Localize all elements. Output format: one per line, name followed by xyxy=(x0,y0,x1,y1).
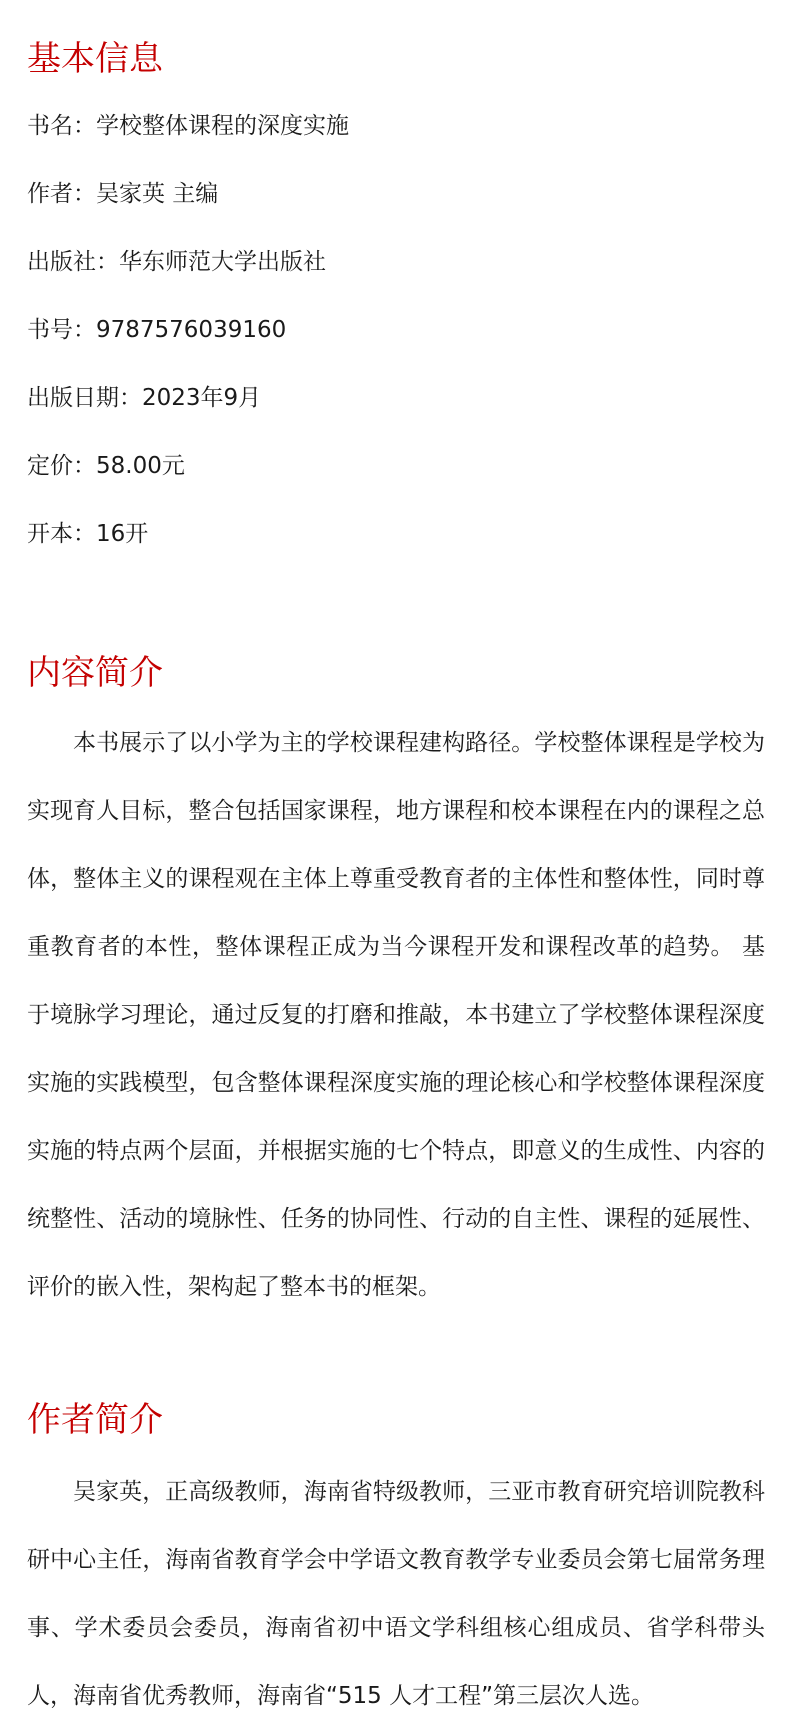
author-line: 作者：吴家英 主编 xyxy=(27,181,219,207)
basic-info-heading: 基本信息 xyxy=(27,39,163,79)
content-intro-heading: 内容简介 xyxy=(27,653,163,693)
format-line: 开本：16开 xyxy=(27,521,149,547)
publish-date-line: 出版日期：2023年9月 xyxy=(27,385,262,411)
isbn-line: 书号：9787576039160 xyxy=(27,317,287,343)
content-intro-paragraph: 本书展示了以小学为主的学校课程建构路径。学校整体课程是学校为实现育人目标，整合包括国家课程，地方课程和校本课程在内的课程之总体，整体主义的课程观在主体上尊重受教育者的主体性和整体性，同时尊重教育者的本性，整体课程正成为当今课程开发和课程改革的趋势。 基于境脉学习理论，通过反复的打磨和推敲，本书建立了学校整体课程深度实施的实践模型，包含整体课程深度实施的理论核心和学校整体课程深度实施的特点两个层面，并根据实施的七个特点，即意义的生成性、内容的统整性、活动的境脉性、任务的协同性、行动的自主性、课程的延展性、评价的嵌入性，架构起了整本书的框架。 xyxy=(27,730,765,1300)
author-intro-heading: 作者简介 xyxy=(27,1400,163,1440)
basic-info-list xyxy=(27,115,349,591)
publisher-line: 出版社：华东师范大学出版社 xyxy=(27,249,326,275)
author-intro-paragraph: 吴家英，正高级教师，海南省特级教师，三亚市教育研究培训院教科研中心主任，海南省教育学会中学语文教育教学专业委员会第七届常务理事、学术委员会委员，海南省初中语文学科组核心组成员、省学科带头人，海南省优秀教师，海南省“515 人才工程”第三层次人选。 xyxy=(27,1479,765,1709)
price-line: 定价：58.00元 xyxy=(27,453,185,479)
book-title-line: 书名：学校整体课程的深度实施 xyxy=(27,113,349,139)
